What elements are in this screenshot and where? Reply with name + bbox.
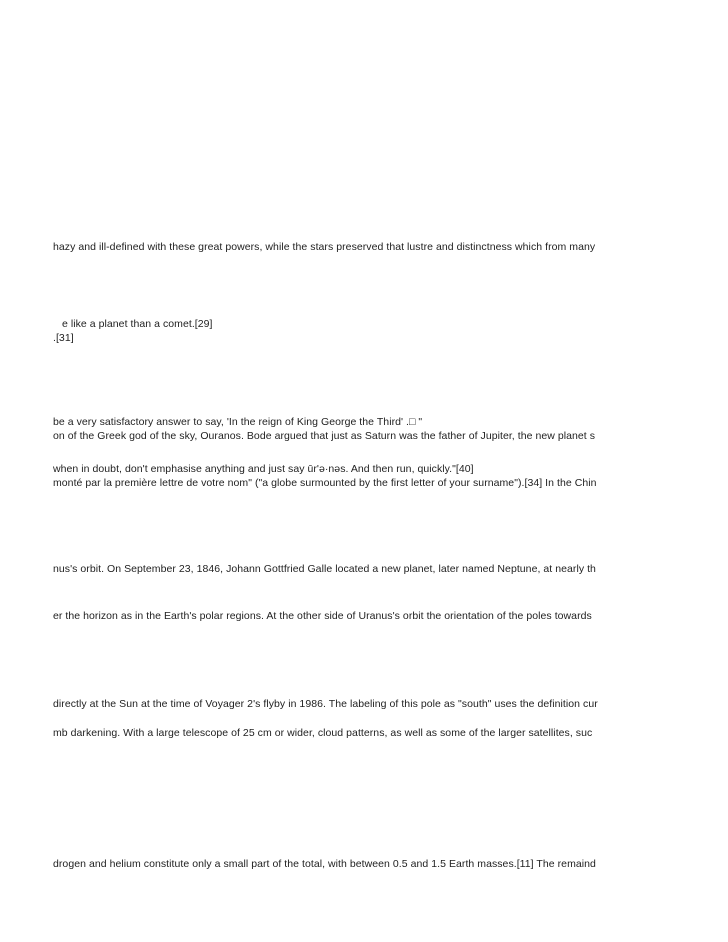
text-line-globe-surmounted: monté par la première lettre de votre nom" ("a globe surmounted by the first letter of your surname").[34] In the Chin — [53, 477, 597, 489]
text-line-polar-regions: er the horizon as in the Earth's polar regions. At the other side of Uranus's orbit the orientation of the poles towards — [53, 610, 592, 622]
text-line-ouranos: on of the Greek god of the sky, Ouranos. Bode argued that just as Saturn was the father of Jupiter, the new planet s — [53, 430, 596, 442]
text-line-hazy-ill-defined: hazy and ill-defined with these great powers, while the stars preserved that lustre and distinctness which from many — [53, 241, 596, 253]
text-line-neptune-discovery: nus's orbit. On September 23, 1846, Johann Gottfried Galle located a new planet, later named Neptune, at nearly th — [53, 563, 596, 575]
text-line-voyager-flyby: directly at the Sun at the time of Voyager 2's flyby in 1986. The labeling of this pole as "south" uses the definition cur — [53, 698, 598, 710]
text-line-limb-darkening: mb darkening. With a large telescope of 25 cm or wider, cloud patterns, as well as some of the larger satellites, suc — [53, 727, 593, 739]
text-line-citation-31: .[31] — [53, 332, 74, 344]
text-line-like-a-planet: e like a planet than a comet.[29] — [62, 318, 213, 330]
text-line-pronunciation: when in doubt, don't emphasise anything and just say ūr'ə·nəs. And then run, quickly."[40] — [53, 463, 474, 475]
text-line-hydrogen-helium: drogen and helium constitute only a small part of the total, with between 0.5 and 1.5 Earth masses.[11] The remaind — [53, 858, 596, 870]
text-line-king-george: be a very satisfactory answer to say, 'In the reign of King George the Third' .□ " — [53, 416, 423, 428]
